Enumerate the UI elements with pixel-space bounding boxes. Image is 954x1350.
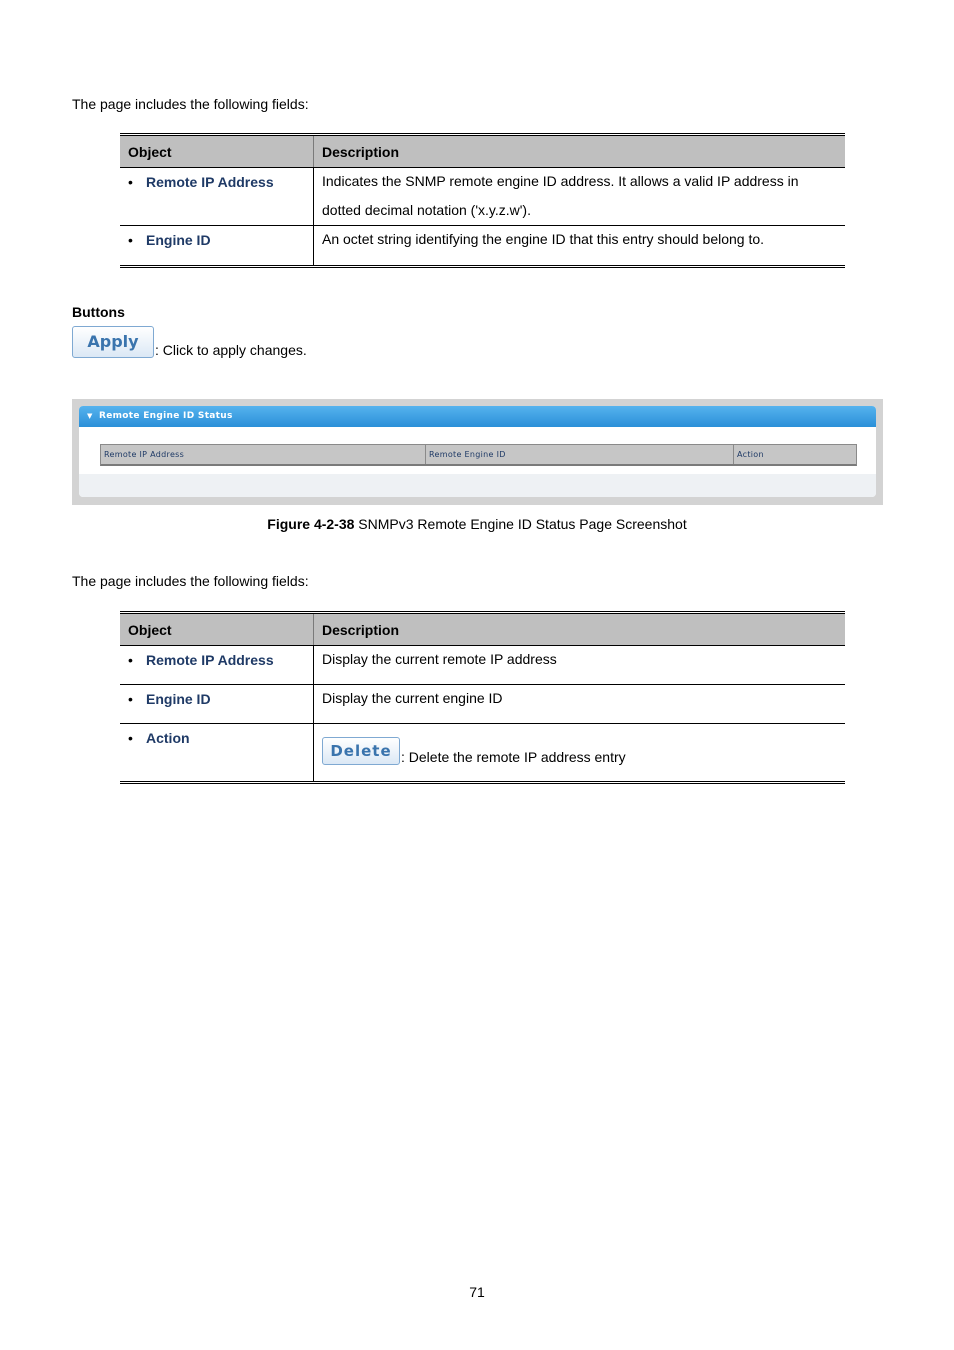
description-line: An octet string identifying the engine ID that this entry should belong to. (322, 231, 765, 247)
fields-table-1 (120, 133, 845, 268)
figure-caption (0, 516, 954, 532)
apply-row (72, 326, 307, 358)
object-engine-id: • Engine ID (128, 691, 305, 707)
header-description: Description (314, 613, 846, 646)
delete-button[interactable]: Delete (322, 737, 400, 765)
header-object: Object (120, 135, 314, 168)
header-description: Description (314, 135, 846, 168)
apply-button[interactable]: Apply (72, 326, 154, 358)
screenshot-figure (72, 399, 883, 505)
column-remote-engine-id: Remote Engine ID (425, 445, 733, 464)
object-remote-ip-address: • Remote IP Address (128, 652, 305, 668)
intro-text-2: The page includes the following fields: (72, 573, 309, 589)
fields-table-2 (120, 611, 845, 784)
panel-title: Remote Engine ID Status (99, 411, 233, 421)
description-line: Display the current engine ID (322, 690, 503, 706)
panel-footer (79, 474, 876, 497)
table-header-row (120, 613, 845, 646)
description-line: Indicates the SNMP remote engine ID address. It allows a valid IP address in (322, 173, 799, 189)
object-action: • Action (128, 730, 305, 746)
column-action: Action (733, 445, 855, 464)
collapse-arrow-icon[interactable]: ▼ (87, 412, 93, 420)
apply-description: : Click to apply changes. (155, 342, 307, 358)
table-row (120, 168, 845, 226)
delete-row (322, 737, 837, 765)
object-engine-id: • Engine ID (128, 232, 305, 248)
delete-description: : Delete the remote IP address entry (401, 749, 626, 765)
remote-engine-status-panel (79, 406, 876, 497)
description-line: dotted decimal notation ('x.y.z.w'). (322, 202, 531, 218)
caption-text: SNMPv3 Remote Engine ID Status Page Screenshot (354, 516, 687, 532)
intro-text-1: The page includes the following fields: (72, 96, 309, 112)
table-header-row (120, 135, 845, 168)
status-table-header (100, 444, 857, 466)
page-number: 71 (469, 1284, 485, 1300)
table-row (120, 724, 845, 783)
column-remote-ip-address: Remote IP Address (104, 450, 185, 459)
buttons-heading: Buttons (72, 304, 125, 320)
panel-title-bar[interactable] (79, 406, 876, 427)
object-remote-ip-address: • Remote IP Address (128, 174, 305, 190)
header-object: Object (120, 613, 314, 646)
caption-label: Figure 4-2-38 (267, 516, 355, 532)
table-row (120, 226, 845, 267)
table-row (120, 685, 845, 724)
table-row (120, 646, 845, 685)
description-line: Display the current remote IP address (322, 651, 557, 667)
